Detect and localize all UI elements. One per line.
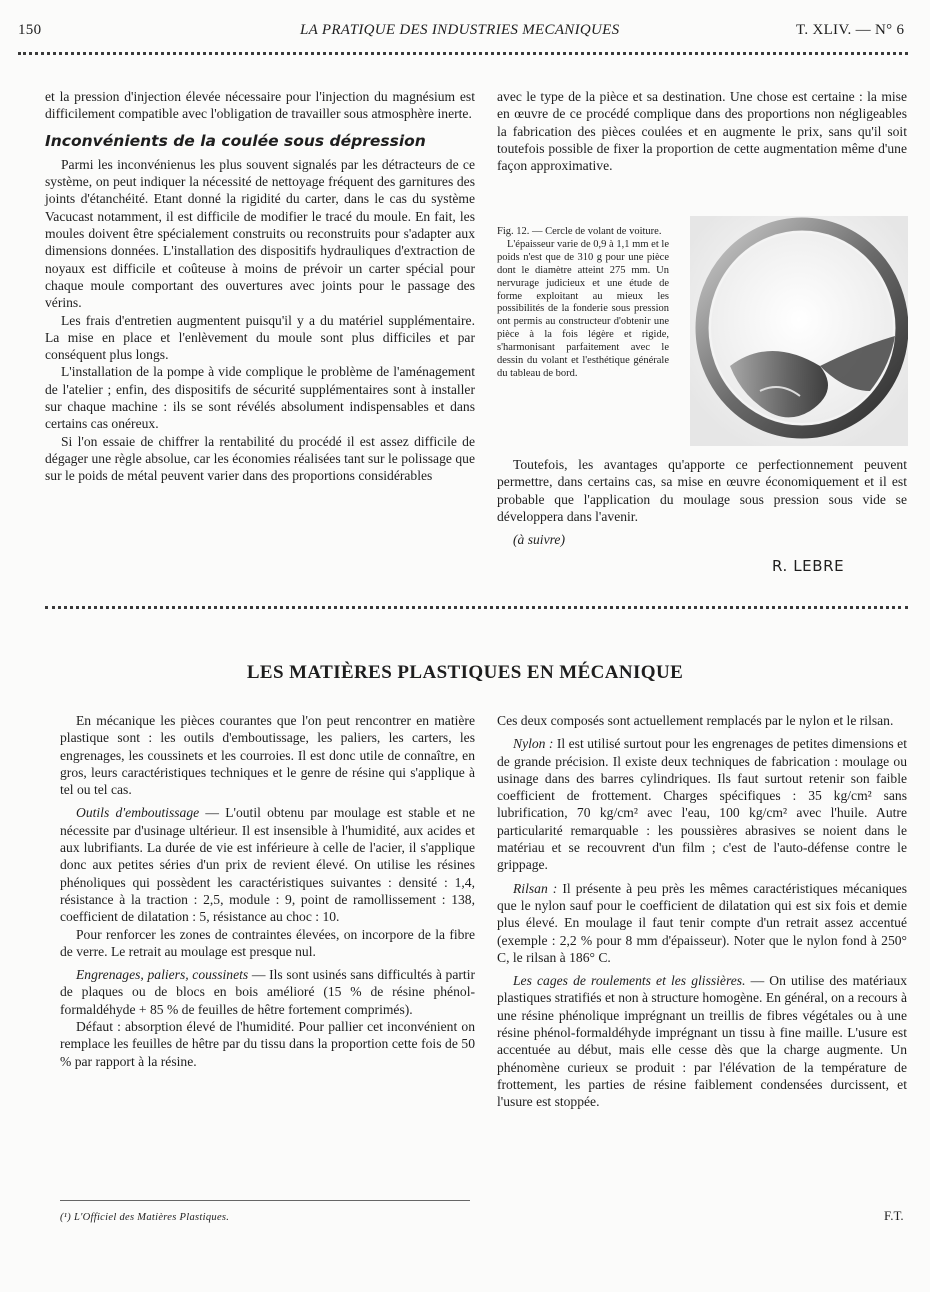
author-signature: R. LEBRE xyxy=(772,557,845,575)
issue-volume: T. XLIV. — N° 6 xyxy=(796,22,905,38)
article1-intro: et la pression d'injection élevée nécessaire pour l'injection du magnésium est difficilement compatible avec l'obligation de travailler sous atmosphère inerte. xyxy=(45,89,475,122)
engrenages-text: — Ils sont usinés sans difficultés à partir de plaques ou de blocs en bois amélioré (15 % de résine phénol-formaldéhyde + 85 % de feuilles de hêtre fortement comprimés). xyxy=(60,967,475,1017)
figure-caption-title: Fig. 12. — Cercle de volant de voiture. xyxy=(497,226,662,237)
header-dotted-rule xyxy=(18,52,908,55)
article2-column-left xyxy=(60,712,475,1070)
article1-column-right-lower xyxy=(497,456,907,548)
article2-paragraph: Ces deux composés sont actuellement remplacés par le nylon et le rilsan. xyxy=(497,713,894,728)
continued-note: (à suivre) xyxy=(513,532,565,548)
engrenages-lead: Engrenages, paliers, coussinets xyxy=(76,967,249,983)
article1-paragraph: L'installation de la pompe à vide complique le problème de l'aménagement de l'atelier ; enfin, des dispositifs de sécurité supplémentaires sont à installer sur chaque machine : ils se sont révélés absolument indispensables et dans certains cas onéreux. xyxy=(45,364,475,432)
steering-wheel-illustration xyxy=(690,216,908,446)
nylon-text: Il est utilisé surtout pour les engrenages de petites dimensions et de grande précision. Il existe deux techniques de fabrication : moulage ou usinage dans des barres cylindriques. Ils faut surtout retenir son faible coefficient de frottement. Charges spécifiques : 35 kg/cm² sans lubrification, 70 kg/cm² avec l'eau, 100 kg/cm² avec l'huile. Autre particularité remarquable : les poussières abrasives se noient dans le matériau et se recouvrent d'un film ; c'est de l'auto-défense contre le grippage. xyxy=(497,736,907,873)
rilsan-lead: Rilsan : xyxy=(513,880,558,896)
page-number: 150 xyxy=(18,22,42,38)
article1-column-right xyxy=(497,88,907,174)
outils-lead: Outils d'emboutissage xyxy=(76,805,200,821)
nylon-lead: Nylon : xyxy=(513,736,554,752)
article1-paragraph: Les frais d'entretien augmentent puisqu'il y a du matériel supplémentaire. La mise en place et l'enlèvement du moule sont plus difficiles et par conséquent plus longs. xyxy=(45,312,475,363)
outils-text: — L'outil obtenu par moulage est stable et ne nécessite par d'usinage ultérieur. Il est insensible à l'humidité, aux acides et aux lubrifiants. La durée de vie est inférieure à celle de l'acier, il s'applique donc aux petites séries d'un prix de revient élevé. On utilise les résines phénoliques qui possèdent les caractéristiques suivantes : densité : 1,4, résistance à la traction : 2,5, module : 9, point de ramollissement : 138, coefficient de dilatation : 5, résistance au choc : 10. xyxy=(60,805,475,925)
article2-column-right xyxy=(497,712,907,1111)
article2-paragraph: En mécanique les pièces courantes que l'on peut rencontrer en matière plastique sont : les outils d'emboutissage, les paliers, les carters, les engrenages, les coussinets et les courroies. Il est donc utile de connaître, en gros, leurs caractéristiques techniques et le genre de résine qui s'applique à tel ou tel cas. xyxy=(60,713,475,798)
section-dotted-rule xyxy=(45,606,908,609)
article2-paragraph: Défaut : absorption élevé de l'humidité. Pour pallier cet inconvénient on remplace les feuilles de hêtre par du tissu dans la proportion cette fois de 50 % par rapport à la résine. xyxy=(60,1019,475,1069)
figure-steering-wheel-photo xyxy=(690,216,908,446)
rilsan-text: Il présente à peu près les mêmes caractéristiques mécaniques que le nylon sauf pour le coefficient de dilatation qui est six fois et demie plus élevé. En moulage il faut tenir compte d'un retrait assez accentué (exemple : 2,2 % pour 8 mm d'épaisseur). Noter que le nylon fond à 250° C, le rilsan à 186° C. xyxy=(497,880,907,965)
article2-paragraph: Pour renforcer les zones de contraintes élevées, on incorpore de la fibre de verre. Le retrait au moulage est presque nul. xyxy=(60,926,475,959)
cages-lead: Les cages de roulements et les glissières. xyxy=(513,973,746,989)
cages-text: — On utilise des matériaux plastiques stratifiés et non à structure homogène. En général, on a recours à une résine phénolique imprégnant un treillis de fibres végétales ou à une résine phénol-formaldéhyde imprégnant un tissu à fine maille. L'usure est accentuée au début, mais elle cesse dès que la charge augmente. Un phénomène curieux se produit : par l'élévation de la température de frottement, les parties de résine faiblement condensées durcissent, et l'usure est stoppée. xyxy=(497,973,907,1110)
footnote-rule xyxy=(60,1200,470,1201)
figure-caption-text: L'épaisseur varie de 0,9 à 1,1 mm et le poids n'est que de 310 g pour une pièce dont le diamètre atteint 275 mm. Un nervurage judicieux et une étude de forme exploitant au mieux les possibilités de la fonderie sous pression ont permis au constructeur d'obtenir une pièce à la fois légère et rigide, s'harmonisant parfaitement avec le dessin du volant et l'esthétique générale du tableau de bord. xyxy=(497,238,669,379)
article-title: LES MATIÈRES PLASTIQUES EN MÉCANIQUE xyxy=(246,662,684,683)
footnote: (¹) L'Officiel des Matières Plastiques. xyxy=(60,1212,230,1223)
article2-signature: F.T. xyxy=(884,1208,904,1223)
figure-caption xyxy=(497,226,669,381)
article1-paragraph: Toutefois, les avantages qu'apporte ce perfectionnement peuvent permettre, dans certains cas, sa mise en œuvre économiquement et il est probable que l'application du moulage sous pression sous vide se développera dans l'avenir. xyxy=(497,457,907,524)
article1-column-left xyxy=(45,88,475,485)
article1-paragraph: Si l'on essaie de chiffrer la rentabilité du procédé il est assez difficile de dégager une règle absolue, car les économies réalisées tant sur le polissage que sur le poids de métal peuvent varier dans des proportions considérables xyxy=(45,433,475,484)
section-heading: Inconvénients de la coulée sous dépression xyxy=(45,131,426,150)
article1-paragraph: avec le type de la pièce et sa destination. Une chose est certaine : la mise en œuvre de ce procédé complique dans des proportions non négligeables la fabrication des pièces coulées et en augmente le prix, sans qu'il soit toutefois possible de fixer la proportion de cette augmentation même d'une façon approximative. xyxy=(497,89,907,174)
journal-title: LA PRATIQUE DES INDUSTRIES MECANIQUES xyxy=(300,22,620,38)
article1-paragraph: Parmi les inconvénienus les plus souvent signalés par les détracteurs de ce système, on peut indiquer la nécessité de nettoyage fréquent des garnitures des joints d'étanchéité. Etant donné la rigidité du carter, dans le cas du système Vacucast notamment, il est difficile de modifier le tracé du moule. En fait, les moules doivent être spécialement construits ou reconstruits pour s'adapter aux dimensions données. L'installation des dispositifs hydrauliques d'extraction de noyaux est difficile et coûteuse à moins de prévoir un carter spécial pour chaque moule comportant des ouvertures avec joints pour le passage des vérins. xyxy=(45,156,475,311)
